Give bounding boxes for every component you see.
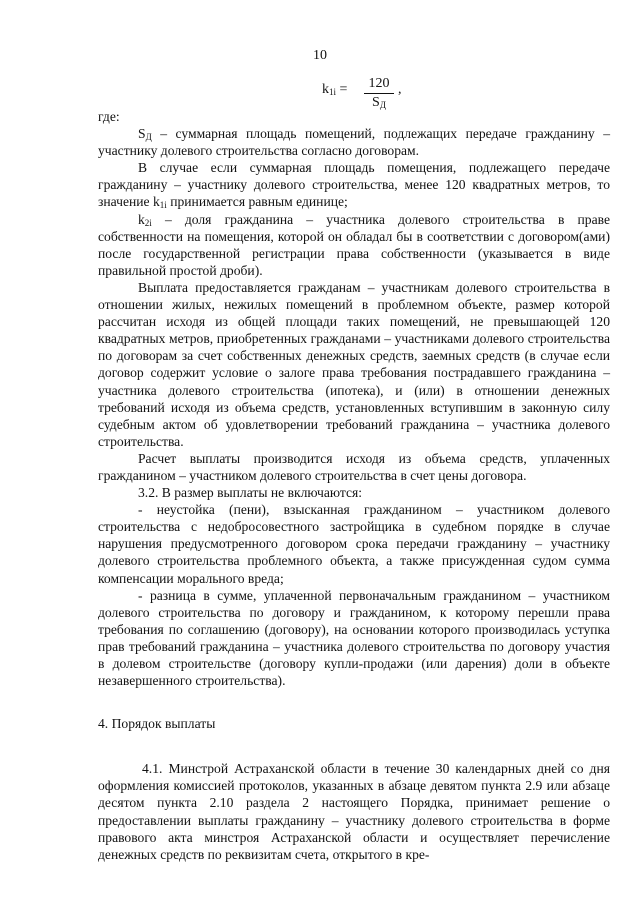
formula-denominator: $S_Д$ xyxy=(372,95,386,110)
where-label: где: xyxy=(98,109,120,124)
formula-fraction xyxy=(364,76,394,111)
paragraph-k2i-definition: $k_{2i}$ – доля гражданина – участника долевого строительства в праве собственности на помещения, которой он обладал бы в соответствии с договором(ами) после государственной регистрации права собственности (указывается в виде правильной простой дроби). xyxy=(98,211,610,278)
formula-comma: , xyxy=(398,82,402,97)
paragraph-3-2: 3.2. В размер выплаты не включаются: xyxy=(138,485,363,501)
formula-numerator: 120 xyxy=(364,76,394,94)
page-number: 10 xyxy=(313,48,327,63)
paragraph-calculation: Расчет выплаты производится исходя из объема средств, уплаченных гражданином – участником долевого строительства в счет цены договора. xyxy=(98,450,610,483)
document-body xyxy=(98,108,610,863)
paragraph-payment-basis: Выплата предоставляется гражданам – участникам долевого строительства в отношении жилых, нежилых помещений в проблемном объекте, размер которой рассчитан исходя из общей площади таких помещений, не превышающей 120 квадратных метров, приобретенных гражданами – участниками долевого строительства по договорам за счет собственных денежных средств, заемных средств (в случае если договор содержит условие о залоге права требования пострадавшего гражданина – участника долевого строительства (ипотека), и (или) в отношении денежных требований исходя из объема средств, установленных вступившим в законную силу судебным актом об удовлетворении требований гражданина – участника долевого строительства. xyxy=(98,279,610,449)
paragraph-sd-definition: $S_Д$ – суммарная площадь помещений, подлежащих передаче гражданину – участнику долевого строительства согласно договорам. xyxy=(98,126,610,159)
formula-lhs: $k_{1i}$ = xyxy=(322,82,348,97)
paragraph-area-case: В случае если суммарная площадь помещения, подлежащего передаче гражданину – участнику долевого строительства, менее 120 квадратных метров, то значение $k_{1i}$ принимается равным единице; xyxy=(98,160,610,211)
paragraph-4-1: 4.1. Минстрой Астраханской области в течение 30 календарных дней со дня оформления комиссией протоколов, указанных в абзаце девятом пункта 2.9 или абзаце десятом пункта 2.10 раздела 2 настоящего Порядка, принимает решение о предоставлении выплаты гражданину – участнику долевого строительства в форме правового акта минстроя Астраханской области и осуществляет перечисление денежных средств по реквизитам счета, открытого в кре- xyxy=(98,761,610,862)
list-item-penalty: - неустойка (пени), взысканная гражданином – участником долевого строительства с недобросовестного застройщика в судебном порядке в случае нарушения предусмотренного договором срока передачи гражданину – участнику долевого строительства проблемного объекта, а также присужденная судом сумма компенсации морального вреда; xyxy=(98,502,610,586)
section-heading-4: 4. Порядок выплаты xyxy=(98,716,216,732)
list-item-difference: - разница в сумме, уплаченной первоначальным гражданином – участником долевого строительства по договору и гражданином, к которому перешли права требования по соглашению (договору), на основании которого производилась уступка прав требований гражданина – участника долевого строительства по договору участия в долевом строительстве (договору купли-продажи (или дарения) доли в объекте незавершенного строительства). xyxy=(98,587,610,689)
